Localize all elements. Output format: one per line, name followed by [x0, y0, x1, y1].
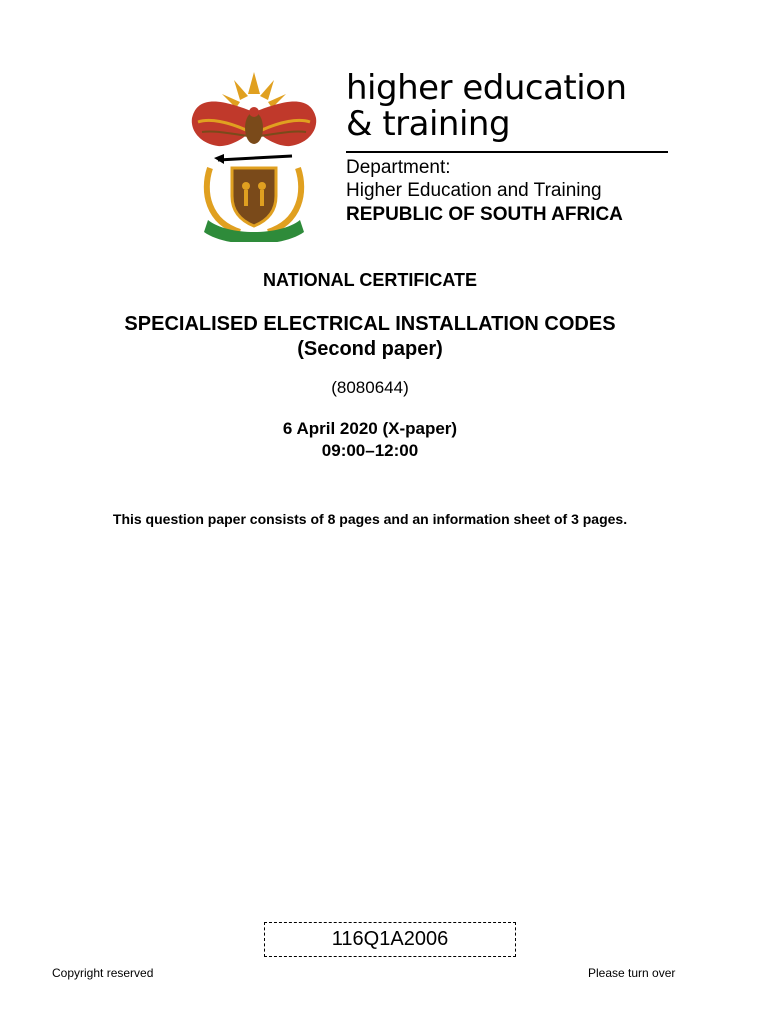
department-branding	[346, 68, 670, 225]
department-name: Higher Education and Training	[346, 180, 602, 201]
subject-title: SPECIALISED ELECTRICAL INSTALLATION CODES	[124, 313, 616, 335]
page-count-notice: This question paper consists of 8 pages and an information sheet of 3 pages.	[112, 511, 628, 527]
certificate-title: NATIONAL CERTIFICATE	[263, 270, 477, 290]
exam-time: 09:00–12:00	[321, 441, 419, 460]
brand-divider	[346, 151, 668, 153]
coat-of-arms-logo	[188, 72, 320, 242]
turn-over-notice: Please turn over	[588, 966, 676, 980]
document-code-box: 116Q1A2006	[264, 922, 516, 957]
department-label: Department:	[346, 157, 451, 178]
copyright-notice: Copyright reserved	[52, 966, 154, 980]
paper-title: (Second paper)	[297, 338, 443, 360]
paper-code: (8080644)	[331, 378, 409, 397]
country-name: REPUBLIC OF SOUTH AFRICA	[346, 204, 623, 225]
exam-date: 6 April 2020 (X-paper)	[282, 419, 458, 438]
brand-title-line2: & training	[346, 104, 511, 144]
brand-title-line1: higher education	[346, 68, 627, 108]
